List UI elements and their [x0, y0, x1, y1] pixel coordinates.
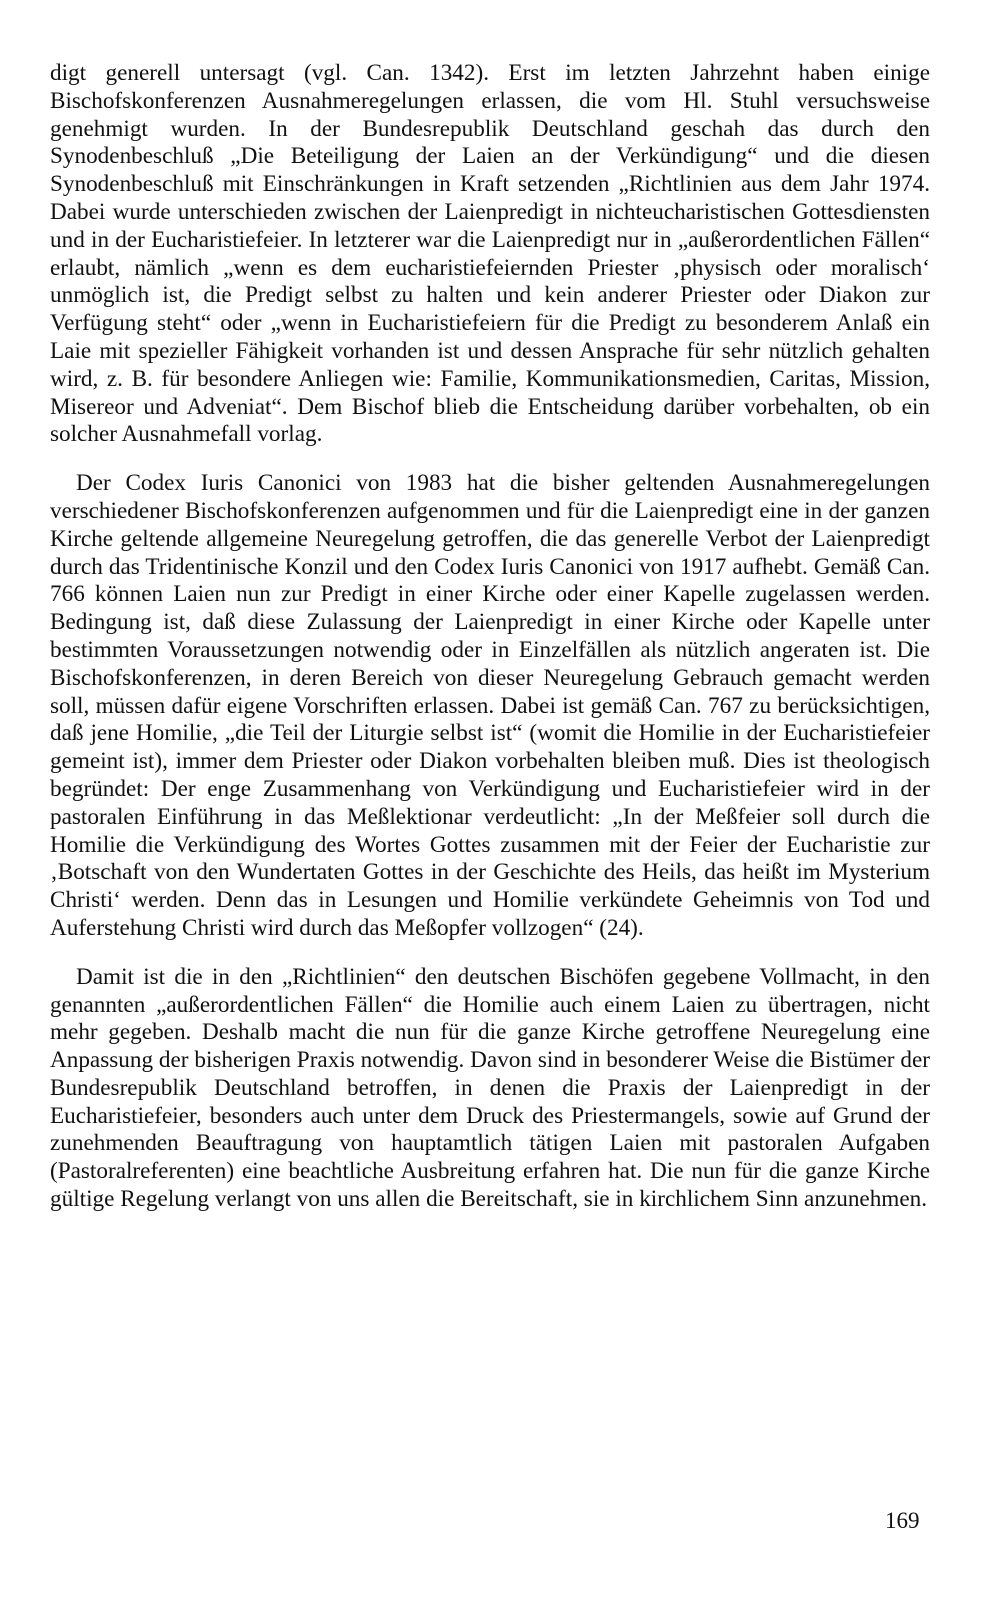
page-body — [50, 60, 930, 1214]
paragraph-continuation: digt generell untersagt (vgl. Can. 1342). Erst im letzten Jahrzehnt haben einige Bischofskonferenzen Ausnahmeregelungen erlassen, die vom Hl. Stuhl versuchsweise genehmigt wurden. In der Bundesrepublik Deutschland geschah das durch den Synodenbeschluß „Die Beteiligung der Laien an der Verkündigung“ und die diesen Synodenbeschluß mit Einschränkungen in Kraft setzenden „Richtlinien aus dem Jahr 1974. Dabei wurde unterschieden zwischen der Laienpredigt in nichteucharistischen Gottesdiensten und in der Eucharistiefeier. In letzterer war die Laienpredigt nur in „außerordentlichen Fällen“ erlaubt, nämlich „wenn es dem eucharistiefeiernden Priester ‚physisch oder moralisch‘ unmöglich ist, die Predigt selbst zu halten und kein anderer Priester oder Diakon zur Verfügung steht“ oder „wenn in Eucharistiefeiern für die Predigt zu besonderem Anlaß ein Laie mit spezieller Fähigkeit vorhanden ist und dessen Ansprache für sehr nützlich gehalten wird, z. B. für besondere Anliegen wie: Familie, Kommunikationsmedien, Caritas, Mission, Misereor und Adveniat“. Dem Bischof blieb die Entscheidung darüber vorbehalten, ob ein solcher Ausnahmefall vorlag. — [50, 60, 930, 448]
paragraph-codex-iuris-canonici: Der Codex Iuris Canonici von 1983 hat die bisher geltenden Ausnahmeregelungen verschiedener Bischofskonferenzen aufgenommen und für die Laienpredigt eine in der ganzen Kirche geltende allgemeine Neuregelung getroffen, die das generelle Verbot der Laienpredigt durch das Tridentinische Konzil und den Codex Iuris Canonici von 1917 aufhebt. Gemäß Can. 766 können Laien nun zur Predigt in einer Kirche oder einer Kapelle zugelassen werden. Bedingung ist, daß diese Zulassung der Laienpredigt in einer Kirche oder Kapelle unter bestimmten Voraussetzungen notwendig oder in Einzelfällen als nützlich angeraten ist. Die Bischofskonferenzen, in deren Bereich von dieser Neuregelung Gebrauch gemacht werden soll, müssen dafür eigene Vorschriften erlassen. Dabei ist gemäß Can. 767 zu berücksichtigen, daß jene Homilie, „die Teil der Liturgie selbst ist“ (womit die Homilie in der Eucharistiefeier gemeint ist), immer dem Priester oder Diakon vorbehalten bleiben muß. Dies ist theologisch begründet: Der enge Zusammenhang von Verkündigung und Eucharistiefeier wird in der pastoralen Einführung in das Meßlektionar verdeutlicht: „In der Meßfeier soll durch die Homilie die Verkündigung des Wortes Gottes zusammen mit der Feier der Eucharistie zur ‚Botschaft von den Wundertaten Gottes in der Geschichte des Heils, das heißt im Mysterium Christi‘ werden. Denn das in Lesungen und Homilie verkündete Geheimnis von Tod und Auferstehung Christi wird durch das Meßopfer vollzogen“ (24). — [50, 470, 930, 941]
page-number: 169 — [885, 1508, 920, 1533]
paragraph-conclusion: Damit ist die in den „Richtlinien“ den deutschen Bischöfen gegebene Vollmacht, in den genannten „außerordentlichen Fällen“ die Homilie auch einem Laien zu übertragen, nicht mehr gegeben. Deshalb macht die nun für die ganze Kirche getroffene Neuregelung eine Anpassung der bisherigen Praxis notwendig. Davon sind in besonderer Weise die Bistümer der Bundesrepublik Deutschland betroffen, in denen die Praxis der Laienpredigt in der Eucharistiefeier, besonders auch unter dem Druck des Priestermangels, sowie auf Grund der zunehmenden Beauftragung von hauptamtlich tätigen Laien mit pastoralen Aufgaben (Pastoralreferenten) eine beachtliche Ausbreitung erfahren hat. Die nun für die ganze Kirche gültige Regelung verlangt von uns allen die Bereitschaft, sie in kirchlichem Sinn anzunehmen. — [50, 963, 930, 1213]
